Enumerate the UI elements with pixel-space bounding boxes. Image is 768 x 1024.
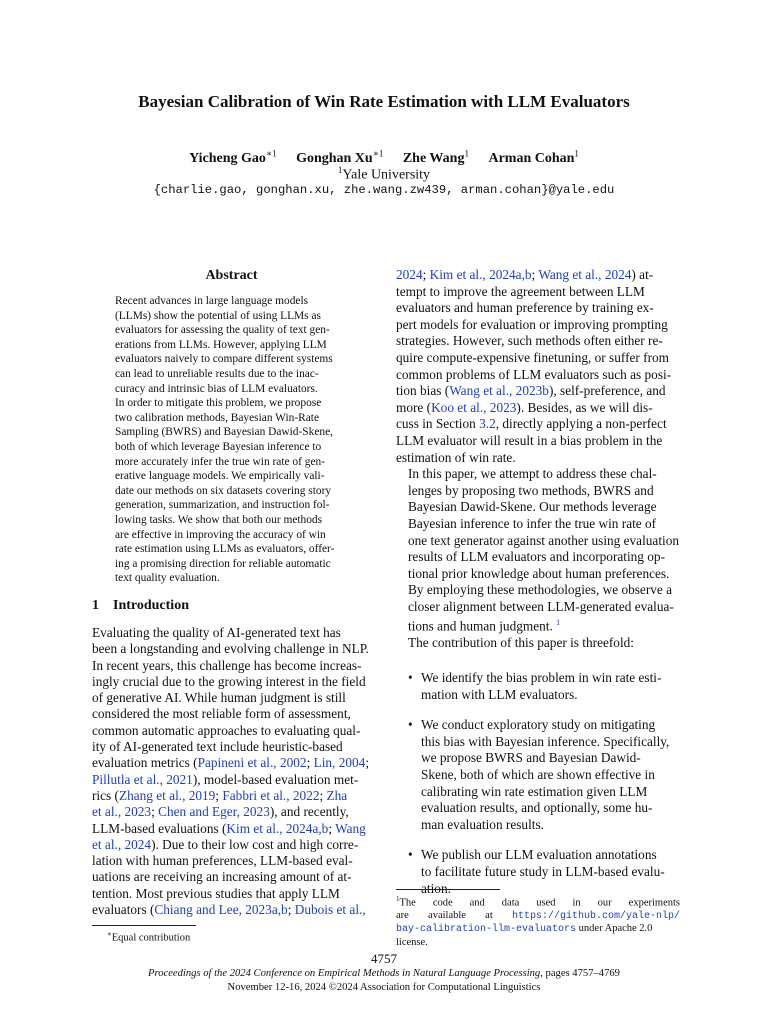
text-line bbox=[396, 599, 680, 616]
text-run: considered the most reliable form of assessment, bbox=[92, 706, 351, 722]
text-run: more ( bbox=[396, 399, 432, 415]
text-line bbox=[396, 267, 680, 284]
contribution-line: mation with LLM evaluators. bbox=[421, 686, 578, 702]
text-line bbox=[396, 333, 680, 350]
text-run: closer alignment between LLM-generated evalua- bbox=[408, 598, 674, 614]
text-line bbox=[396, 317, 680, 334]
text-line bbox=[92, 804, 376, 820]
contribution-line: this bias with Bayesian inference. Specifically, bbox=[421, 733, 670, 749]
citation-link[interactable]: Chiang and Lee, 2023a,b bbox=[154, 902, 288, 918]
text-line bbox=[396, 383, 680, 400]
citation-link[interactable]: Kim et al., 2024a,b bbox=[429, 267, 532, 282]
text-line bbox=[396, 549, 680, 566]
author: Gonghan $Xu^{∗1}$ bbox=[296, 148, 384, 166]
abstract-line: more accurately infer the true win rate of gen- bbox=[115, 455, 325, 468]
text-line bbox=[92, 853, 376, 869]
citation-link[interactable]: Koo et al., 2023 bbox=[431, 399, 517, 415]
text-run: Bayesian inference to infer the true win rate of bbox=[408, 515, 657, 531]
abstract-line: are effective in improving the accuracy of win bbox=[115, 528, 326, 541]
contribution-line: evaluation results, and optionally, some hu- bbox=[421, 800, 653, 816]
text-run: evaluators ( bbox=[92, 902, 155, 918]
text-line bbox=[396, 300, 680, 317]
abstract-line: Recent advances in large language models bbox=[115, 295, 309, 307]
text-run: cuss in Section bbox=[396, 416, 480, 432]
text-line bbox=[92, 690, 376, 706]
author-list bbox=[0, 148, 768, 167]
contribution-item bbox=[396, 717, 680, 833]
proceedings-footer: Proceedings of the 2024 Conference on Empirical Methods in Natural Language Processing, pages 4757–4769 November 12-16, 2024 ©2024 Association for Computational Linguistics bbox=[148, 968, 620, 993]
text-run: tempt to improve the agreement between LLM bbox=[396, 283, 645, 299]
citation-link[interactable]: Zhang et al., 2019 bbox=[118, 787, 216, 803]
text-line bbox=[396, 533, 680, 550]
text-line bbox=[396, 466, 680, 483]
text-line bbox=[396, 516, 680, 533]
contribution-line: Skene, both of which are shown effective in bbox=[421, 767, 655, 783]
text-run: ity of AI-generated text include heuristic-based bbox=[92, 739, 343, 755]
code-repository-link[interactable]: https://github.com/yale-nlp/ bbox=[511, 910, 681, 922]
text-run: ; bbox=[319, 787, 327, 803]
text-line bbox=[92, 706, 376, 722]
contribution-line: calibrating win rate estimation given LLM bbox=[421, 783, 648, 799]
text-run: quire compute-expensive finetuning, or suffer from bbox=[396, 349, 669, 365]
abstract-line: text quality evaluation. bbox=[115, 572, 220, 585]
text-run: ). Besides, as we will dis- bbox=[516, 399, 653, 415]
text-run: ; bbox=[151, 804, 159, 820]
text-line bbox=[396, 350, 680, 367]
text-run: lenges by proposing two methods, BWRS and bbox=[408, 482, 654, 498]
text-run: tional prior knowledge about human preferences. bbox=[408, 565, 670, 581]
text-run: ), and recently, bbox=[269, 804, 349, 820]
citation-link[interactable]: Wang bbox=[335, 820, 366, 836]
text-line bbox=[396, 400, 680, 417]
abstract-line: both of which leverage Bayesian inference to bbox=[115, 440, 322, 453]
text-run: tions and human judgment. bbox=[408, 618, 557, 634]
text-line bbox=[396, 483, 680, 500]
citation-link[interactable]: 3.2 bbox=[479, 416, 496, 432]
intro-left-column bbox=[92, 625, 376, 918]
text-line bbox=[92, 641, 376, 657]
footnote-equal-contribution: ∗Equal contribution bbox=[107, 930, 191, 944]
text-line bbox=[396, 499, 680, 516]
text-run: ; bbox=[306, 755, 314, 771]
abstract-line: can lead to unreliable results due to the inac- bbox=[115, 367, 319, 380]
text-line bbox=[92, 625, 376, 641]
text-run: , directly applying a non-perfect bbox=[495, 416, 667, 432]
text-run: ; bbox=[531, 267, 539, 282]
text-run: one text generator against another using evaluation bbox=[408, 532, 680, 548]
author: Arman Cohan$^1$ bbox=[488, 148, 579, 166]
citation-link[interactable]: et al., 2024 bbox=[92, 836, 152, 852]
intro-right-column bbox=[396, 267, 680, 911]
text-line bbox=[92, 755, 376, 771]
text-line bbox=[396, 582, 680, 599]
footnote-code-availability: $^1$The code and data used in our experiments are available at https://github.com/yale-nlp/ bay-calibration-llm-evaluators under Apache 2.0 license. bbox=[396, 895, 681, 948]
text-run: lation with human preferences, LLM-based eval- bbox=[92, 853, 353, 869]
text-line bbox=[396, 284, 680, 301]
code-repository-link-continued[interactable]: bay-calibration-llm-evaluators bbox=[396, 924, 577, 936]
text-line bbox=[92, 658, 376, 674]
bullet-dot-icon: • bbox=[408, 847, 413, 863]
text-run: Evaluating the quality of AI-generated text has bbox=[92, 625, 341, 640]
text-run: In recent years, this challenge has become increas- bbox=[92, 657, 362, 673]
paper-title: Bayesian Calibration of Win Rate Estimation with LLM Evaluators bbox=[138, 92, 630, 111]
text-line bbox=[92, 886, 376, 902]
contribution-list bbox=[396, 670, 680, 897]
citation-link[interactable]: Pillutla et al., 2021 bbox=[92, 771, 193, 787]
abstract-body bbox=[115, 294, 353, 586]
text-run: strategies. However, such methods often either re- bbox=[396, 333, 663, 349]
intro-paragraph-2 bbox=[396, 466, 680, 635]
text-line bbox=[396, 615, 680, 635]
text-line bbox=[396, 367, 680, 384]
author-emails: {charlie.gao, gonghan.xu, zhe.wang.zw439, arman.cohan}@yale.edu bbox=[153, 183, 615, 197]
abstract-line: evaluators naively to compare different systems bbox=[115, 353, 333, 366]
text-line bbox=[92, 674, 376, 690]
citation-link[interactable]: Lin, 2004 bbox=[313, 755, 366, 771]
text-line bbox=[396, 450, 680, 467]
citation-link[interactable]: Chen and Eger, 2023 bbox=[158, 804, 270, 820]
text-run: ). Due to their low cost and high corre- bbox=[151, 836, 359, 852]
text-run: common problems of LLM evaluators such as posi- bbox=[396, 366, 672, 382]
text-line bbox=[92, 821, 376, 837]
author: Zhe Wang$^1$ bbox=[402, 148, 469, 166]
text-run: ; bbox=[287, 902, 295, 918]
citation-link[interactable]: Wang et al., 2024 bbox=[538, 267, 632, 282]
text-run: of generative AI. While human judgment is still bbox=[92, 690, 346, 706]
text-run: tention. Most previous studies that apply LLM bbox=[92, 885, 340, 901]
text-run: ; bbox=[328, 820, 336, 836]
text-line bbox=[396, 416, 680, 433]
page-number: 4757 bbox=[371, 951, 397, 966]
abstract-heading: Abstract bbox=[205, 268, 258, 283]
citation-link[interactable]: Zha bbox=[326, 787, 348, 803]
text-line bbox=[92, 788, 376, 804]
abstract-line: curacy and intrinsic bias of LLM evaluators. bbox=[115, 382, 318, 395]
text-run: In this paper, we attempt to address these chal- bbox=[408, 466, 657, 482]
contribution-item bbox=[396, 670, 680, 703]
contribution-line: man evaluation results. bbox=[421, 816, 544, 832]
footnote-divider bbox=[396, 889, 500, 890]
text-run: ; bbox=[422, 267, 430, 282]
affiliation: $^1$Yale University bbox=[337, 165, 431, 183]
contribution-line: to facilitate future study in LLM-based evalu- bbox=[421, 864, 665, 880]
text-run: ) at- bbox=[631, 267, 654, 282]
citation-link[interactable]: Fabbri et al., 2022 bbox=[222, 787, 320, 803]
text-run: been a longstanding and evolving challenge in NLP. bbox=[92, 641, 369, 657]
abstract-line: In order to mitigate this problem, we propose bbox=[115, 397, 322, 410]
text-line bbox=[92, 902, 376, 918]
abstract-line: erations from LLMs. However, applying LLM bbox=[115, 338, 327, 351]
abstract-line: (LLMs) show the potential of using LLMs as bbox=[115, 309, 321, 322]
bullet-dot-icon: • bbox=[408, 717, 413, 733]
text-run: ), self-preference, and bbox=[548, 383, 666, 399]
text-line bbox=[396, 566, 680, 583]
text-run: By employing these methodologies, we observe a bbox=[408, 582, 673, 598]
text-line bbox=[92, 739, 376, 755]
text-line bbox=[92, 837, 376, 853]
abstract-line: erative language models. We empirically vali- bbox=[115, 470, 325, 483]
text-run: results of LLM evaluators and incorporating op- bbox=[408, 549, 666, 565]
citation-link[interactable]: Papineni et al., 2002 bbox=[197, 755, 307, 771]
text-run: uations are receiving an increasing amount of at- bbox=[92, 869, 352, 885]
text-line bbox=[92, 772, 376, 788]
text-run: ), model-based evaluation met- bbox=[192, 771, 359, 787]
abstract-line: Sampling (BWRS) and Bayesian Dawid-Skene, bbox=[115, 426, 333, 439]
text-run: pert models for evaluation or improving prompting bbox=[396, 316, 668, 332]
contribution-line: We identify the bias problem in win rate esti- bbox=[421, 670, 662, 686]
text-run: ; bbox=[215, 787, 223, 803]
citation-link[interactable]: 2024 bbox=[396, 267, 423, 282]
citation-link[interactable]: Dubois et al., bbox=[294, 902, 366, 918]
abstract-line: evaluators for assessing the quality of text gen- bbox=[115, 324, 330, 337]
intro-paragraph-3: The contribution of this paper is threefold: bbox=[408, 635, 634, 651]
contribution-line: we propose BWRS and Bayesian Dawid- bbox=[421, 750, 641, 766]
text-run: LLM-based evaluations ( bbox=[92, 820, 227, 836]
section-heading-introduction: 1 Introduction bbox=[92, 598, 189, 613]
text-line bbox=[92, 869, 376, 885]
footnote-marker-link[interactable]: 1 bbox=[556, 618, 561, 628]
abstract-line: rate estimation using LLMs as evaluators, offer- bbox=[115, 543, 335, 556]
text-run: ingly crucial due to the growing interest in the field bbox=[92, 673, 366, 689]
citation-link[interactable]: Kim et al., 2024a,b bbox=[226, 820, 329, 836]
text-run: estimation of win rate. bbox=[396, 449, 516, 465]
text-run: LLM evaluator will result in a bias problem in the bbox=[396, 432, 663, 448]
intro-paragraph-1 bbox=[396, 267, 680, 466]
abstract-line: date our methods on six datasets covering story bbox=[115, 484, 332, 497]
contribution-line: ation. bbox=[421, 880, 451, 896]
bullet-dot-icon: • bbox=[408, 670, 413, 686]
contribution-line: We conduct exploratory study on mitigating bbox=[421, 717, 656, 733]
text-run: evaluation metrics ( bbox=[92, 755, 198, 771]
text-run: rics ( bbox=[92, 787, 119, 803]
abstract-line: two calibration methods, Bayesian Win-Rate bbox=[115, 411, 319, 424]
abstract-line: lowing tasks. We show that both our methods bbox=[115, 513, 323, 526]
text-line bbox=[92, 723, 376, 739]
citation-link[interactable]: et al., 2023 bbox=[92, 804, 152, 820]
text-run: evaluators and human preference by training ex- bbox=[396, 300, 654, 316]
text-line bbox=[396, 433, 680, 450]
footnote-divider bbox=[92, 925, 196, 926]
abstract-line: generation, summarization, and instruction fol- bbox=[115, 499, 330, 512]
text-run: tion bias ( bbox=[396, 383, 450, 399]
text-run: Bayesian Dawid-Skene. Our methods leverage bbox=[408, 499, 657, 515]
contribution-line: We publish our LLM evaluation annotations bbox=[421, 847, 657, 863]
text-run: common automatic approaches to evaluating qual- bbox=[92, 722, 361, 738]
text-run: ; bbox=[365, 755, 370, 771]
author: Yicheng Gao$^{∗1}$ bbox=[189, 148, 277, 166]
citation-link[interactable]: Wang et al., 2023b bbox=[449, 383, 549, 399]
abstract-line: ing a promising direction for reliable automatic bbox=[115, 557, 331, 570]
